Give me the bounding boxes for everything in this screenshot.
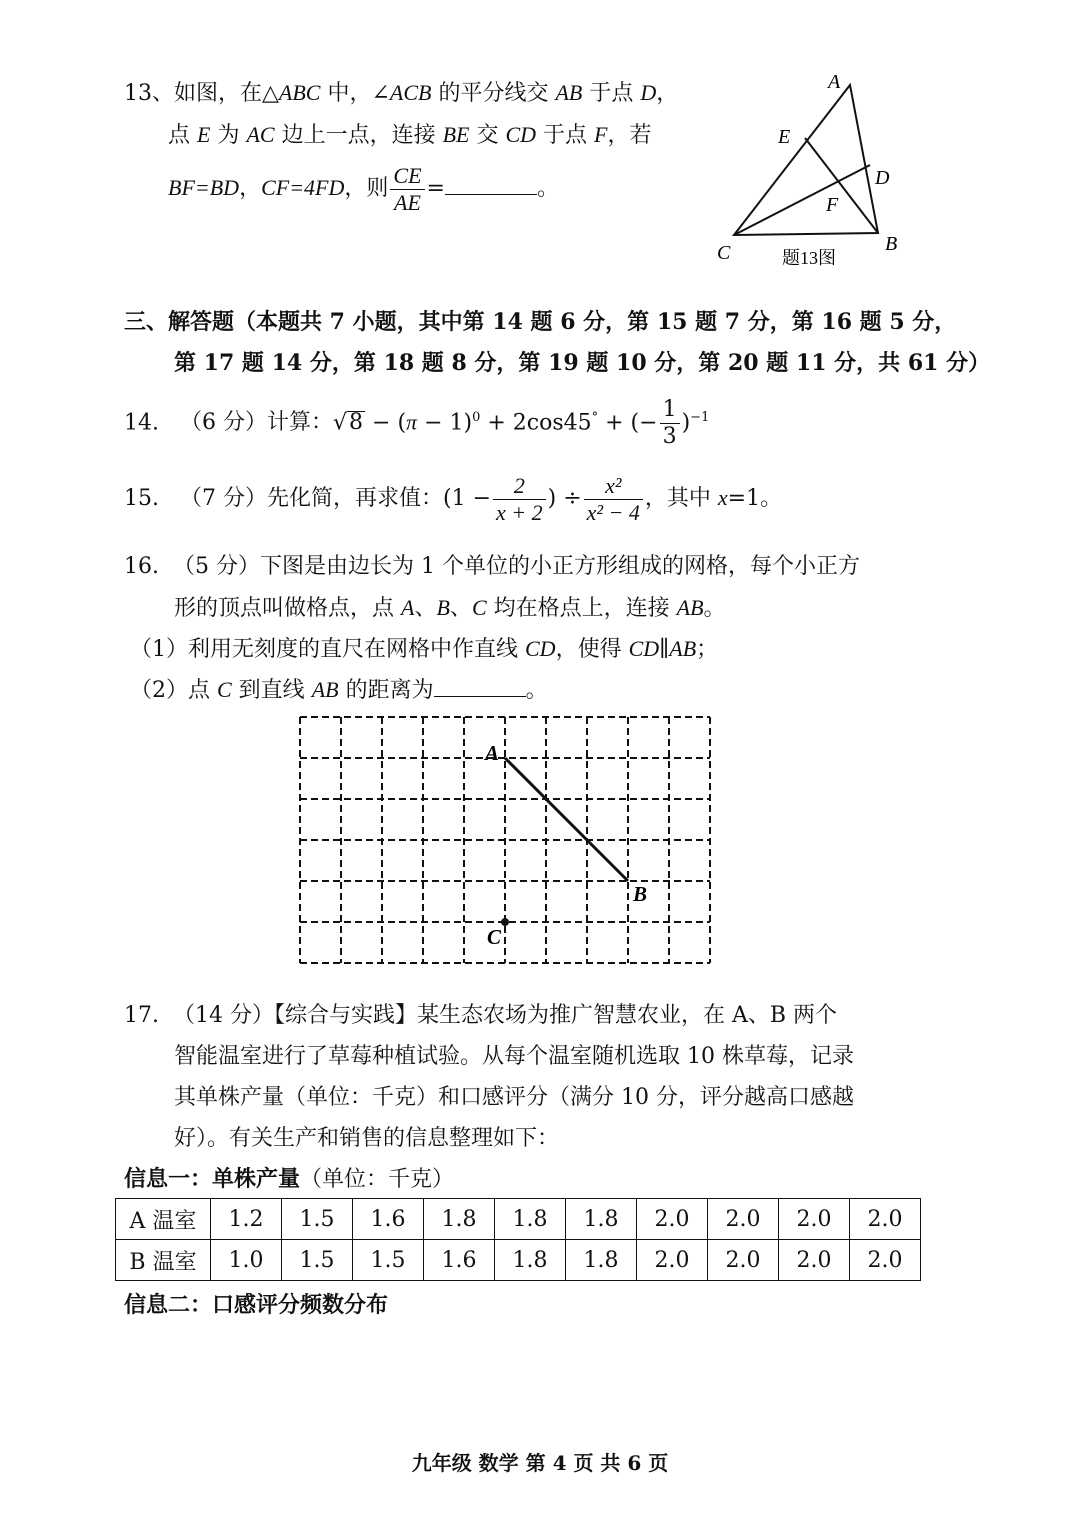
q14-fraction: $\frac{1}{3}$ bbox=[660, 397, 680, 450]
q16-line-2: 形的顶点叫做格点，点 A、B、C 均在格点上，连接 AB。 bbox=[174, 595, 726, 621]
table-cell: 2.0 bbox=[708, 1199, 779, 1240]
grid-label-b: B bbox=[633, 882, 648, 906]
q14-line: 14. （6 分）计算：$√8 - (\pi - 1)^0 + 2\cos 45^\circ$ + (− $\frac{1}{3}$ )$^{-1}$ bbox=[124, 396, 710, 449]
table-cell: 2.0 bbox=[779, 1199, 850, 1240]
q13-answer-blank[interactable] bbox=[445, 174, 537, 195]
q16-sub-2: （2）点 C 到直线 AB 的距离为 。 bbox=[130, 677, 548, 703]
figure-caption: 题13图 bbox=[782, 248, 836, 268]
q15-fraction-2: $\frac{\text{x²}}{\text{x² − 4}}$ bbox=[584, 473, 643, 526]
q13-line-1: 13、如图，在△ABC 中，∠ACB 的平分线交 AB 于点 D， bbox=[124, 80, 679, 106]
table-cell: 1.6 bbox=[424, 1240, 495, 1281]
q17-line-3: 其单株产量（单位：千克）和口感评分（满分 10 分，评分越高口感越 bbox=[174, 1085, 854, 1110]
q13-fraction: $\frac{CE}{AE}$ bbox=[390, 163, 424, 216]
table-cell: 1.6 bbox=[353, 1199, 424, 1240]
q13-line-3: BF=BD，CF=4FD，则 $\frac{CE}{AE}$ = 。 bbox=[168, 162, 559, 215]
table-cell: 1.0 bbox=[211, 1240, 282, 1281]
q16-line-1: 16. （5 分）下图是由边长为 1 个单位的小正方形组成的网格，每个小正方 bbox=[124, 554, 860, 579]
q16-answer-blank[interactable] bbox=[434, 676, 526, 697]
section3-heading-line-2: 第 17 题 14 分，第 18 题 8 分，第 19 题 10 分，第 20 题 11 分，共 61 分） bbox=[174, 350, 991, 376]
table-cell: 2.0 bbox=[850, 1199, 921, 1240]
table-cell: 1.8 bbox=[495, 1240, 566, 1281]
row-label: B 温室 bbox=[116, 1240, 211, 1281]
q13-triangle-figure bbox=[700, 65, 920, 280]
q17-line-4: 好）。有关生产和销售的信息整理如下： bbox=[174, 1126, 560, 1151]
triangle-abc bbox=[734, 85, 878, 235]
table-cell: 1.8 bbox=[566, 1199, 637, 1240]
point-c bbox=[501, 918, 509, 926]
q16-sub-1: （1）利用无刻度的直尺在网格中作直线 CD，使得 CD∥AB； bbox=[130, 636, 719, 662]
table-row bbox=[116, 1199, 921, 1240]
table-row bbox=[116, 1240, 921, 1281]
label-b: B bbox=[885, 233, 898, 255]
grid-label-c: C bbox=[487, 925, 502, 949]
grid-lines bbox=[300, 717, 710, 963]
label-a: A bbox=[828, 71, 841, 93]
page-footer: 九年级 数学 第 4 页 共 6 页 bbox=[411, 1451, 669, 1475]
q15-line: 15. （7 分）先化简，再求值：(1 − $\frac{2}{x + 2}$ ) ÷ $\frac{\text{x²}}{\text{x² − 4}}$ ，其中 x=1。 bbox=[124, 472, 783, 525]
q15-fraction-1: $\frac{2}{x + 2}$ bbox=[493, 473, 546, 526]
table-cell: 2.0 bbox=[637, 1240, 708, 1281]
yield-table bbox=[115, 1198, 921, 1281]
table-cell: 2.0 bbox=[850, 1240, 921, 1281]
info1-title: 信息一：单株产量（单位：千克） bbox=[124, 1166, 455, 1192]
label-e: E bbox=[778, 126, 791, 148]
table-cell: 1.8 bbox=[566, 1240, 637, 1281]
label-c: C bbox=[717, 242, 731, 264]
q13-line-2: 点 E 为 AC 边上一点，连接 BE 交 CD 于点 F，若 bbox=[168, 122, 652, 148]
table-cell: 1.8 bbox=[495, 1199, 566, 1240]
table-cell: 2.0 bbox=[708, 1240, 779, 1281]
q17-line-2: 智能温室进行了草莓种植试验。从每个温室随机选取 10 株草莓，记录 bbox=[174, 1044, 854, 1069]
table-cell: 1.8 bbox=[424, 1199, 495, 1240]
table-cell: 2.0 bbox=[637, 1199, 708, 1240]
table-cell: 1.5 bbox=[282, 1199, 353, 1240]
section3-heading-line-1: 三、解答题（本题共 7 小题，其中第 14 题 6 分，第 15 题 7 分，第 16 题 5 分， bbox=[124, 309, 957, 335]
table-cell: 1.5 bbox=[282, 1240, 353, 1281]
segment-ab bbox=[505, 758, 628, 881]
q17-line-1: 17. （14 分）【综合与实践】某生态农场为推广智慧农业，在 A、B 两个 bbox=[124, 1003, 838, 1028]
grid-label-a: A bbox=[485, 741, 500, 765]
table-cell: 1.5 bbox=[353, 1240, 424, 1281]
segment-cd bbox=[734, 165, 870, 235]
table-cell: 1.2 bbox=[211, 1199, 282, 1240]
label-f: F bbox=[826, 194, 839, 216]
table-cell: 2.0 bbox=[779, 1240, 850, 1281]
row-label: A 温室 bbox=[116, 1199, 211, 1240]
label-d: D bbox=[875, 167, 890, 189]
segment-be bbox=[805, 138, 878, 233]
q16-grid-figure bbox=[295, 710, 725, 965]
info2-title: 信息二：口感评分频数分布 bbox=[124, 1292, 389, 1318]
